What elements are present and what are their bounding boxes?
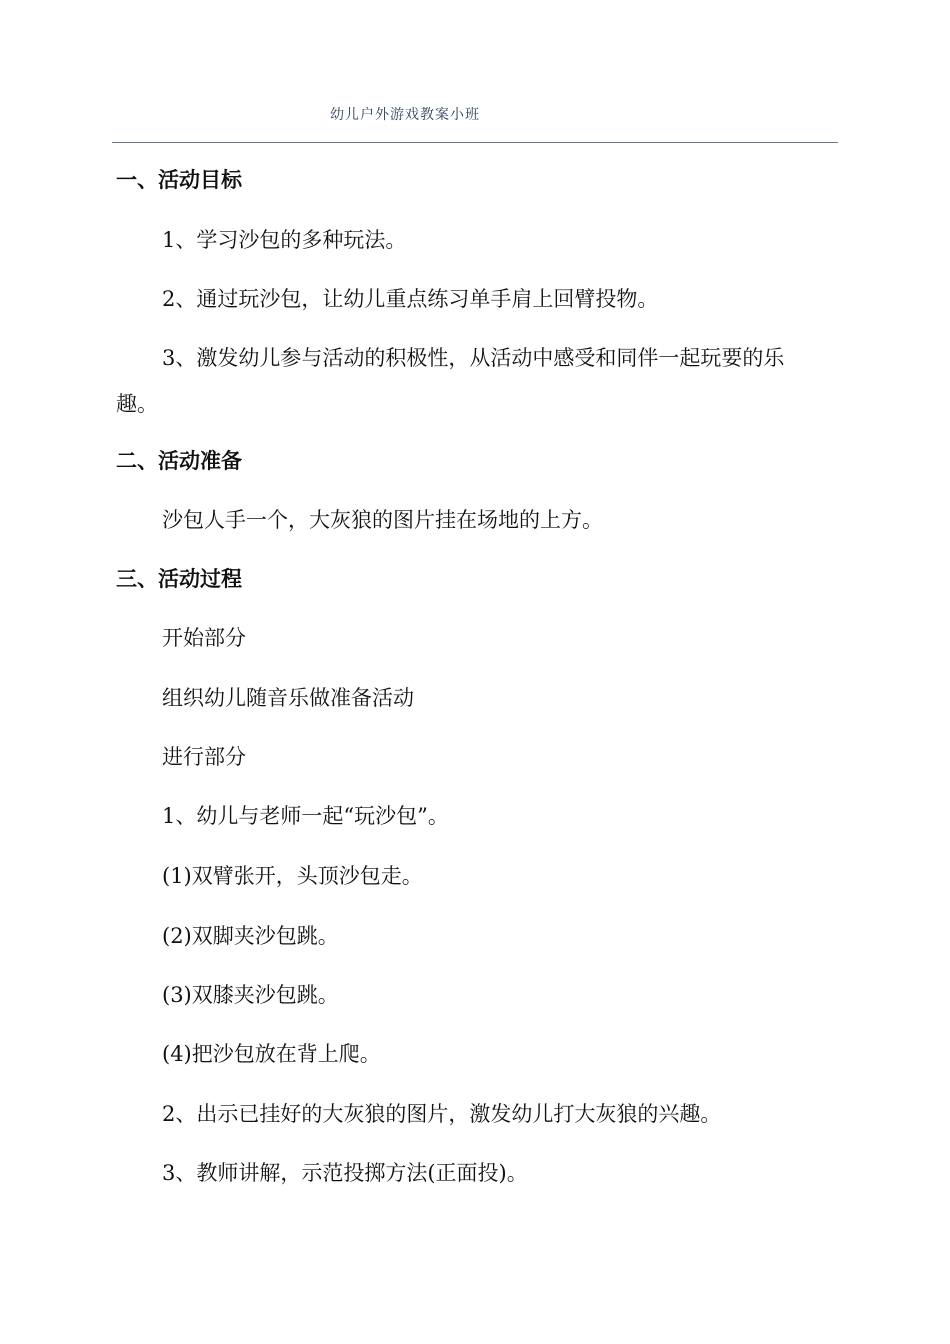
process-subitem-3: (3)双膝夹沙包跳。 bbox=[162, 983, 339, 1007]
running-header-title: 幼儿户外游戏教案小班 bbox=[330, 107, 480, 123]
process-subitem-2: (2)双脚夹沙包跳。 bbox=[162, 924, 339, 948]
process-item-main: 进行部分 bbox=[162, 745, 246, 769]
goal-item-3: 3、激发幼儿参与活动的积极性，从活动中感受和同伴一起玩要的乐 bbox=[162, 346, 785, 370]
process-item-2: 2、出示已挂好的大灰狼的图片，激发幼儿打大灰狼的兴趣。 bbox=[162, 1102, 722, 1126]
header-divider bbox=[112, 142, 838, 143]
goal-item-1: 1、学习沙包的多种玩法。 bbox=[162, 228, 407, 252]
process-item-3: 3、教师讲解，示范投掷方法(正面投)。 bbox=[162, 1161, 528, 1185]
process-item-warmup: 组织幼儿随音乐做准备活动 bbox=[162, 686, 414, 710]
process-item-1: 1、幼儿与老师一起“玩沙包”。 bbox=[162, 804, 449, 828]
section-heading-preparation: 二、活动准备 bbox=[116, 449, 242, 473]
process-subitem-1: (1)双臂张开，头顶沙包走。 bbox=[162, 864, 423, 888]
section-heading-goals: 一、活动目标 bbox=[116, 168, 242, 192]
section-heading-process: 三、活动过程 bbox=[116, 567, 242, 591]
goal-item-3-continued: 趣。 bbox=[116, 392, 158, 416]
goal-item-2: 2、通过玩沙包，让幼儿重点练习单手肩上回臂投物。 bbox=[162, 287, 659, 311]
preparation-item-1: 沙包人手一个，大灰狼的图片挂在场地的上方。 bbox=[162, 508, 603, 532]
process-item-start: 开始部分 bbox=[162, 626, 246, 650]
process-subitem-4: (4)把沙包放在背上爬。 bbox=[162, 1042, 381, 1066]
